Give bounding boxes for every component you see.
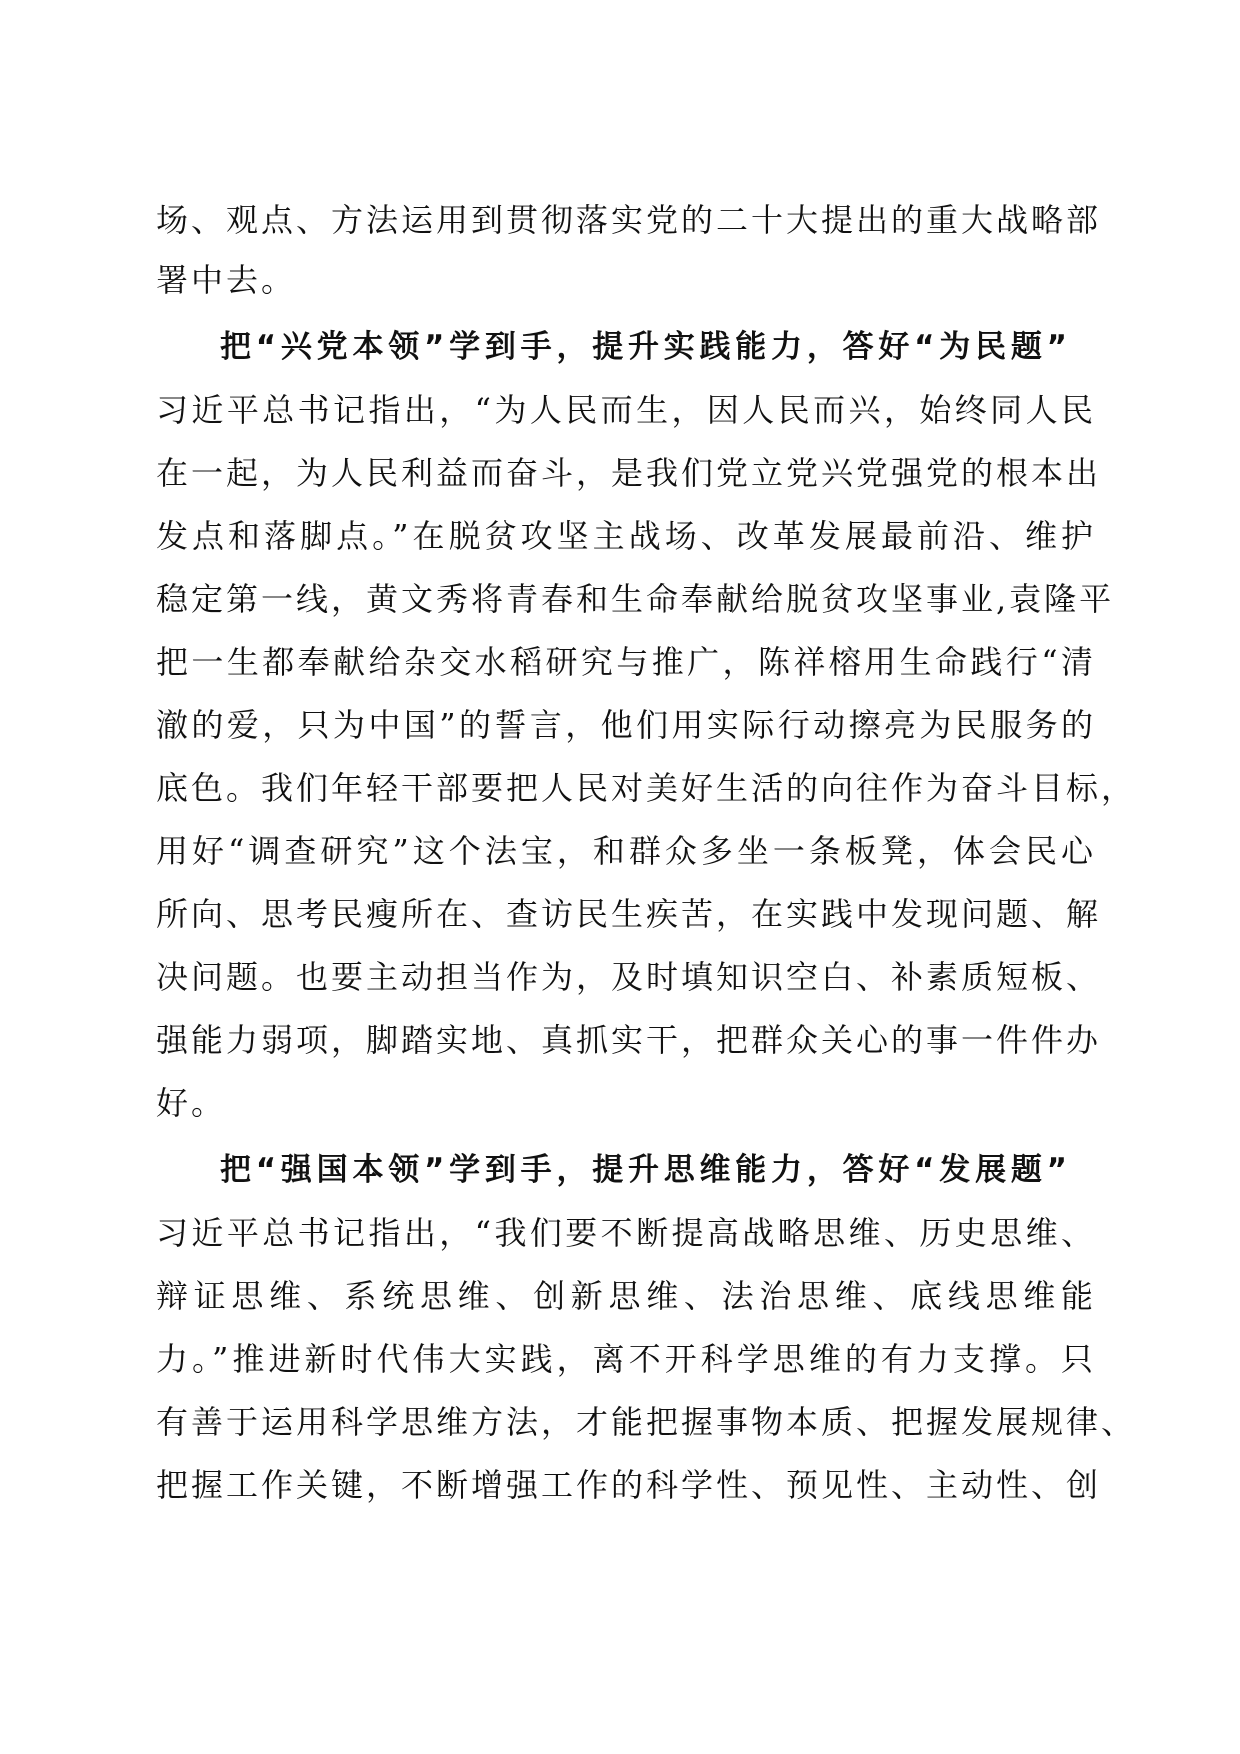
text-line: 发点和落脚点。”在脱贫攻坚主战场、改革发展最前沿、维护 — [156, 517, 1096, 555]
text-line: 用好“调查研究”这个法宝，和群众多坐一条板凳，体会民心 — [156, 832, 1096, 870]
text-line: 在一起，为人民利益而奋斗，是我们党立党兴党强党的根本出 — [156, 454, 1102, 492]
text-line: 力。”推进新时代伟大实践，离不开科学思维的有力支撑。只 — [156, 1340, 1096, 1378]
text-line: 决问题。也要主动担当作为，及时填知识空白、补素质短板、 — [156, 958, 1102, 996]
text-line: 澈的爱，只为中国”的誓言，他们用实际行动擦亮为民服务的 — [156, 706, 1096, 744]
section-heading: 把“强国本领”学到手，提升思维能力，答好“发展题” — [220, 1152, 1068, 1188]
text-line: 场、观点、方法运用到贯彻落实党的二十大提出的重大战略部 — [156, 201, 1102, 239]
text-line: 强能力弱项，脚踏实地、真抓实干，把群众关心的事一件件办 — [156, 1021, 1102, 1059]
text-line: 署中去。 — [156, 261, 297, 299]
text-line: 习近平总书记指出，“我们要不断提高战略思维、历史思维、 — [156, 1214, 1096, 1252]
text-line: 所向、思考民瘦所在、查访民生疾苦，在实践中发现问题、解 — [156, 895, 1102, 933]
text-line: 稳定第一线，黄文秀将青春和生命奉献给脱贫攻坚事业,袁隆平 — [156, 580, 1115, 618]
text-line: 把一生都奉献给杂交水稻研究与推广，陈祥榕用生命践行“清 — [156, 643, 1096, 681]
section-heading: 把“兴党本领”学到手，提升实践能力，答好“为民题” — [220, 329, 1068, 365]
text-line: 辩证思维、系统思维、创新思维、法治思维、底线思维能 — [156, 1277, 1096, 1315]
text-line: 习近平总书记指出，“为人民而生，因人民而兴，始终同人民 — [156, 391, 1096, 429]
text-line: 底色。我们年轻干部要把人民对美好生活的向往作为奋斗目标， — [156, 769, 1137, 807]
text-line: 把握工作关键，不断增强工作的科学性、预见性、主动性、创 — [156, 1466, 1102, 1504]
text-line: 有善于运用科学思维方法，才能把握事物本质、把握发展规律、 — [156, 1403, 1137, 1441]
text-line: 好。 — [156, 1084, 227, 1122]
